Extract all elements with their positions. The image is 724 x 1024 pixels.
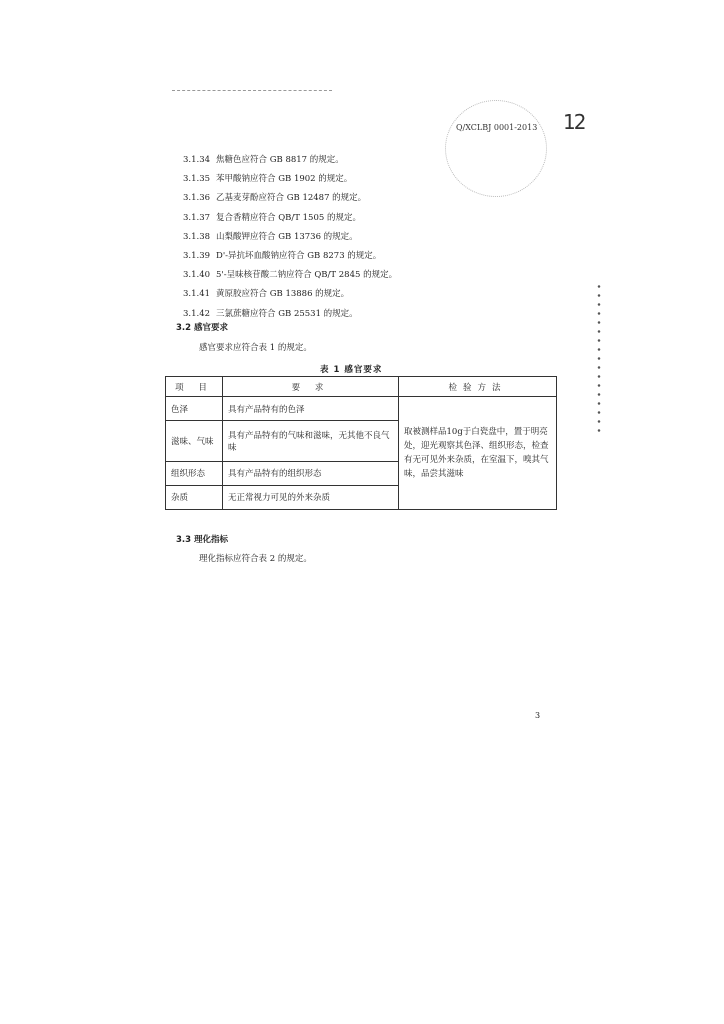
section-3-2-title: 3.2 感官要求: [176, 323, 229, 333]
handwritten-page-number: 12: [563, 110, 585, 134]
row-requirement: 无正常视力可见的外来杂质: [223, 485, 399, 509]
clause-list: [183, 151, 397, 324]
page-number: 3: [535, 711, 541, 720]
sensory-table: [165, 376, 557, 510]
clause-item: 3.1.34 焦糖色应符合 GB 8817 的规定。: [183, 155, 344, 165]
inspection-method: 取被测样品10g于白瓷盘中，置于明亮处，迎光观察其色泽、组织形态，检查有无可见外来杂质，在室温下，嗅其气味，品尝其滋味: [399, 397, 557, 510]
clause-item: 3.1.41 黄原胶应符合 GB 13886 的规定。: [183, 289, 350, 300]
header-item: 项 目: [166, 377, 223, 397]
row-item: 色泽: [166, 397, 223, 421]
section-3-2-intro: 感官要求应符合表 1 的规定。: [199, 343, 312, 353]
row-item: 滋味、气味: [166, 421, 223, 462]
table-header-row: [166, 377, 557, 397]
clause-item: 3.1.42 三氯蔗糖应符合 GB 25531 的规定。: [183, 308, 358, 319]
section-3-3-intro: 理化指标应符合表 2 的规定。: [199, 554, 312, 564]
standard-code: Q/XCLBJ 0001-2013: [456, 123, 538, 132]
scan-top-line: [172, 90, 332, 91]
row-item: 组织形态: [166, 461, 223, 485]
scan-edge-dots: [597, 282, 601, 432]
row-requirement: 具有产品特有的色泽: [223, 397, 399, 421]
header-method: 检验方法: [399, 377, 557, 397]
faint-stamp: [445, 100, 547, 197]
header-requirement: 要 求: [223, 377, 399, 397]
table-row: [166, 397, 557, 421]
clause-item: 3.1.37 复合香精应符合 QB/T 1505 的规定。: [183, 212, 361, 223]
section-3-3-title: 3.3 理化指标: [176, 535, 229, 545]
clause-item: 3.1.39 D'-异抗坏血酸钠应符合 GB 8273 的规定。: [183, 250, 382, 261]
clause-item: 3.1.36 乙基麦芽酚应符合 GB 12487 的规定。: [183, 193, 367, 204]
clause-item: 3.1.38 山梨酸钾应符合 GB 13736 的规定。: [183, 231, 358, 242]
table1-caption: 表 1 感官要求: [320, 365, 383, 375]
clause-item: 3.1.35 苯甲酸钠应符合 GB 1902 的规定。: [183, 174, 353, 185]
row-requirement: 具有产品特有的气味和滋味，无其他不良气味: [223, 421, 399, 462]
row-requirement: 具有产品特有的组织形态: [223, 461, 399, 485]
row-item: 杂质: [166, 485, 223, 509]
clause-item: 3.1.40 5'-呈味核苷酸二钠应符合 QB/T 2845 的规定。: [183, 270, 398, 281]
